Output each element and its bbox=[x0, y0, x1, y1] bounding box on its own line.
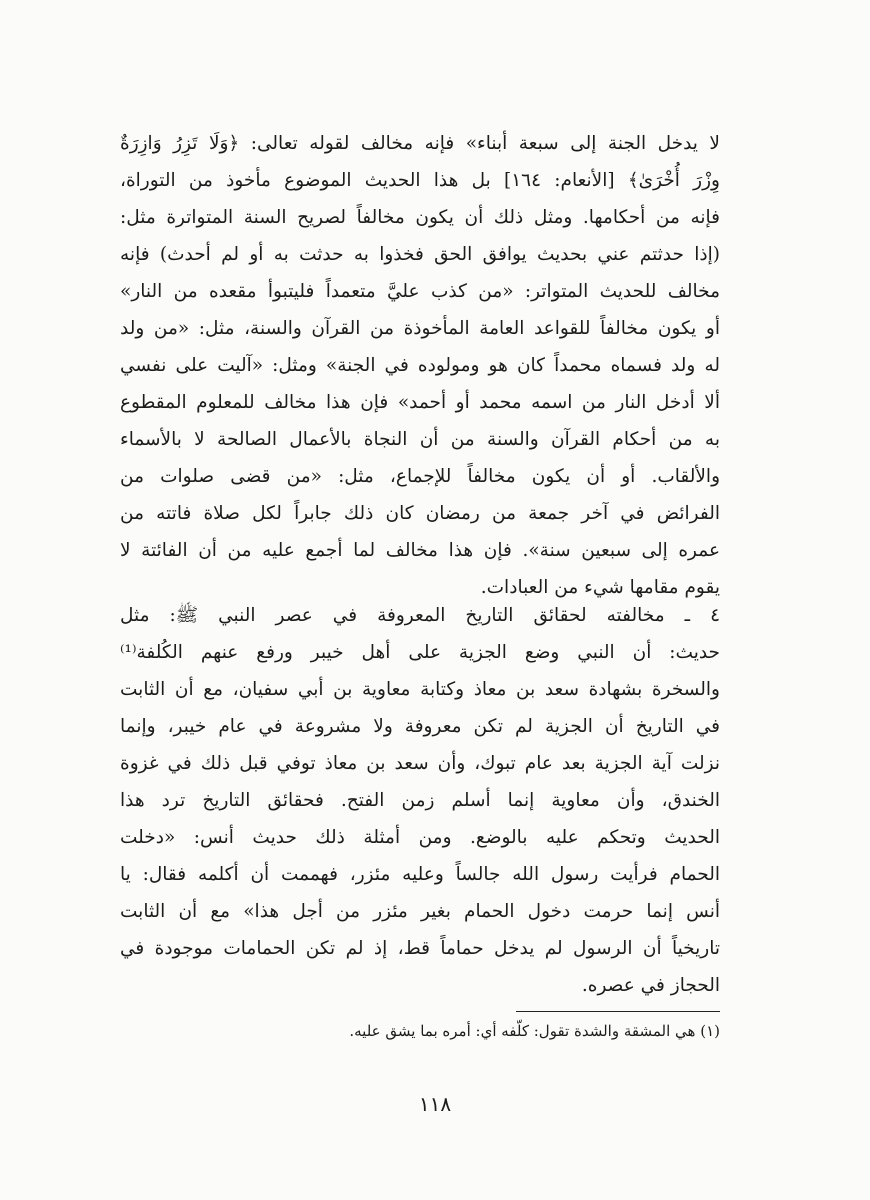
footnote: (١) هي المشقة والشدة تقول: كلّفه أي: أمره بما يشق عليه. bbox=[349, 1022, 720, 1040]
text-line: والألقاب. أو أن يكون مخالفاً للإجماع، مثل: «من قضى صلوات من bbox=[120, 466, 720, 487]
text-line: حديث: أن النبي وضع الجزية على أهل خيبر ورفع عنهم الكُلفة⁽¹⁾ bbox=[120, 642, 720, 663]
text-line: أنس إنما حرمت دخول الحمام بغير مئزر من أجل هذا» مع أن الثابت bbox=[120, 901, 720, 922]
text-line: الحمام فرأيت رسول الله جالساً وعليه مئزر، فهممت أن أكلمه فقال: يا bbox=[120, 864, 720, 885]
text-line: مخالف للحديث المتواتر: «من كذب عليَّ متعمداً فليتبوأ مقعده من النار» bbox=[120, 281, 720, 302]
text-line: نزلت آية الجزية بعد عام تبوك، وأن سعد بن معاذ توفي قبل ذلك في غزوة bbox=[120, 753, 720, 774]
text-line: أو يكون مخالفاً للقواعد العامة المأخوذة من القرآن والسنة، مثل: «من ولد bbox=[120, 318, 720, 339]
text-line: الفرائض في آخر جمعة من رمضان كان ذلك جابراً لكل صلاة فاتته من bbox=[120, 503, 720, 524]
footnote-divider bbox=[516, 1011, 720, 1012]
text-line: به من أحكام القرآن والسنة من أن النجاة بالأعمال الصالحة لا بالأسماء bbox=[120, 429, 720, 450]
text-line: في التاريخ أن الجزية لم تكن معروفة ولا مشروعة في عام خيبر، وإنما bbox=[120, 716, 720, 737]
text-line: ألا أدخل النار من اسمه محمد أو أحمد» فإن هذا مخالف للمعلوم المقطوع bbox=[120, 392, 720, 413]
paragraph-1 bbox=[120, 125, 720, 606]
text-line: ٤ ـ مخالفته لحقائق التاريخ المعروفة في عصر النبي ﷺ: مثل bbox=[120, 605, 720, 626]
page-number: ١١٨ bbox=[418, 1092, 452, 1116]
text-line: (إذا حدثتم عني بحديث يوافق الحق فخذوا به حدثت به أو لم أحدث) فإنه bbox=[120, 244, 720, 265]
text-line: الحديث وتحكم عليه بالوضع. ومن أمثلة ذلك حديث أنس: «دخلت bbox=[120, 827, 720, 848]
text-line: الخندق، وأن معاوية إنما أسلم زمن الفتح. فحقائق التاريخ ترد هذا bbox=[120, 790, 720, 811]
text-line: تاريخياً أن الرسول لم يدخل حماماً قط، إذ لم تكن الحمامات موجودة في bbox=[120, 938, 720, 959]
text-line: يقوم مقامها شيء من العبادات. bbox=[480, 577, 720, 598]
text-line: لا يدخل الجنة إلى سبعة أبناء» فإنه مخالف لقوله تعالى: ﴿وَلَا تَزِرُ وَازِرَةٌ bbox=[120, 133, 720, 154]
text-line: والسخرة بشهادة سعد بن معاذ وكتابة معاوية بن أبي سفيان، مع أن الثابت bbox=[120, 679, 720, 700]
text-line: له ولد فسماه محمداً كان هو ومولوده في الجنة» ومثل: «آليت على نفسي bbox=[120, 355, 720, 376]
paragraph-2 bbox=[120, 597, 720, 1004]
text-line: وِزْرَ أُخْرَىٰ﴾ [الأنعام: ١٦٤] بل هذا الحديث الموضوع مأخوذ من التوراة، bbox=[120, 170, 720, 191]
text-line: فإنه من أحكامها. ومثل ذلك أن يكون مخالفاً لصريح السنة المتواترة مثل: bbox=[120, 207, 720, 228]
text-line: عمره إلى سبعين سنة». فإن هذا مخالف لما أجمع عليه من أن الفائتة لا bbox=[120, 540, 720, 561]
text-line: الحجاز في عصره. bbox=[581, 975, 720, 996]
